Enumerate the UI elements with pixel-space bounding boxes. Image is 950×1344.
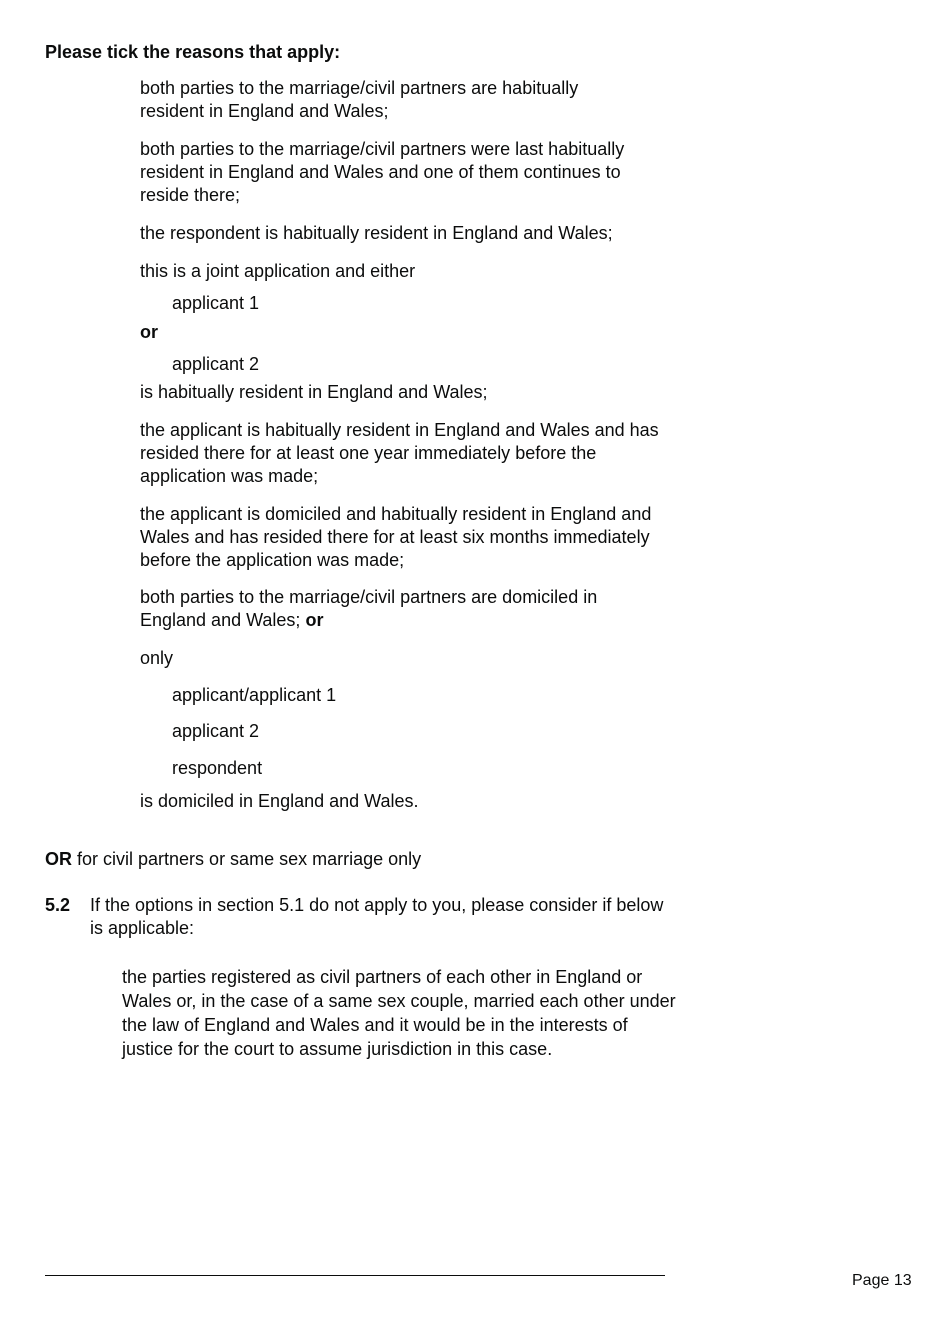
- option-respondent-habitually-resident[interactable]: the respondent is habitually resident in England and Wales;: [140, 223, 613, 243]
- option-domiciled-applicant-1[interactable]: applicant/applicant 1: [172, 685, 337, 705]
- section-number: 5.2: [45, 895, 71, 915]
- or-label: or: [140, 322, 158, 342]
- option-only-domiciled-intro: only: [140, 648, 174, 668]
- or-label: or: [305, 610, 324, 630]
- option-both-habitually-resident[interactable]: both parties to the marriage/civil partners are habitually resident in England and Wales;: [140, 78, 579, 121]
- section-heading: Please tick the reasons that apply:: [45, 42, 341, 62]
- option-joint-applicant-2[interactable]: applicant 2: [172, 354, 260, 374]
- option-interests-of-justice[interactable]: the parties registered as civil partners of each other in England or Wales or, in the case of a same sex couple, married each other under the law of England and Wales and it would be in the interests of justice for the court to assume jurisdiction in this case.: [122, 967, 676, 1059]
- or-line-text: for civil partners or same sex marriage only: [77, 849, 422, 869]
- option-domiciled-respondent[interactable]: respondent: [172, 758, 263, 778]
- section-5-2-question: If the options in section 5.1 do not apply to you, please consider if below is applicable:: [90, 895, 664, 938]
- option-only-domiciled-end: is domiciled in England and Wales.: [140, 791, 419, 811]
- page-number: Page 13: [852, 1272, 912, 1289]
- option-last-habitually-resident[interactable]: both parties to the marriage/civil partners were last habitually resident in England and Wales and one of them continues to reside there;: [140, 139, 625, 205]
- option-joint-application-intro: this is a joint application and either: [140, 261, 416, 281]
- option-applicant-one-year[interactable]: the applicant is habitually resident in England and Wales and has resided there for at least one year immediately before the application was made;: [140, 420, 659, 486]
- option-both-domiciled[interactable]: [140, 586, 650, 632]
- option-joint-application-end: is habitually resident in England and Wales;: [140, 382, 488, 402]
- or-label: OR: [45, 849, 72, 869]
- option-both-domiciled-text: both parties to the marriage/civil partners are domiciled in England and Wales;: [140, 587, 598, 630]
- or-civil-partners-line: [45, 848, 421, 871]
- option-joint-applicant-1[interactable]: applicant 1: [172, 293, 260, 313]
- footer-divider: [45, 1275, 665, 1276]
- option-applicant-six-months[interactable]: the applicant is domiciled and habitually resident in England and Wales and has resided there for at least six months immediately before the application was made;: [140, 504, 652, 570]
- option-domiciled-applicant-2[interactable]: applicant 2: [172, 721, 260, 741]
